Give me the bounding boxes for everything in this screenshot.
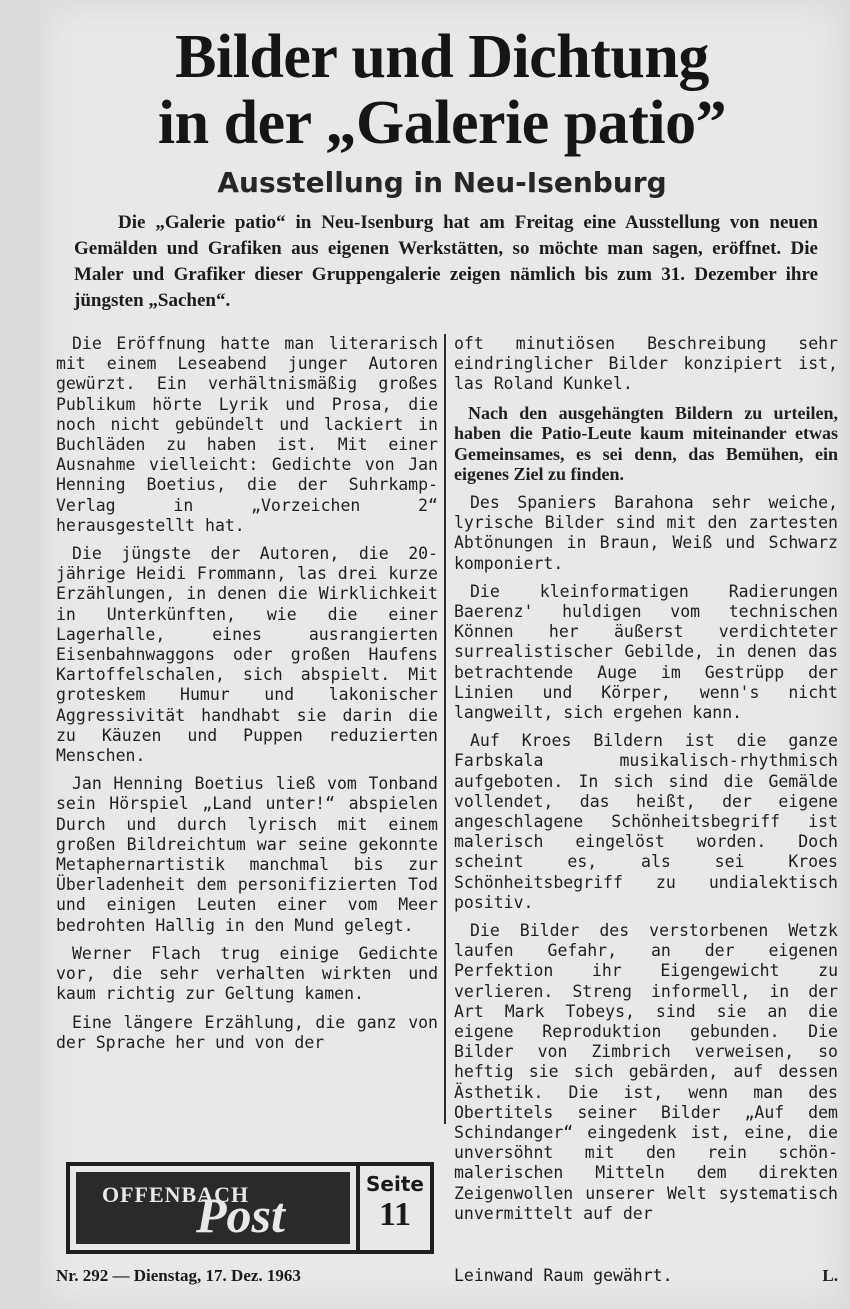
article-continuation: oft minutiösen Beschreibung sehr eindringlicher Bilder konzipiert ist, las Roland Kunkel. bbox=[454, 334, 838, 394]
article-paragraph: Die kleinformatigen Radierungen Baerenz' huldigen vom technischen Können her äußerst verdichteter surrealistischer Gebilde, in denen das betrachtende Auge im Gestrüpp der Linien und Körper, wenn's nicht langweilt, sich ergehen kann. bbox=[454, 581, 838, 723]
subheadline: Ausstellung in Neu-Isenburg bbox=[217, 166, 667, 199]
column-divider bbox=[444, 334, 446, 1124]
lead-paragraph bbox=[74, 210, 818, 314]
article-highlight-paragraph: Nach den ausgehängten Bildern zu urteilen, haben die Patio-Leute kaum miteinander etwas Gemeinsames, es sei denn, das Bemühen, ein eigenes Ziel zu finden. bbox=[454, 402, 838, 485]
page-number: 11 bbox=[378, 1196, 412, 1233]
page-number-box bbox=[356, 1162, 434, 1254]
right-column bbox=[454, 334, 838, 1232]
article-last-line bbox=[454, 1266, 838, 1286]
headline-line-1: Bilder und Dichtung bbox=[175, 23, 709, 91]
issue-dateline: Nr. 292 — Dienstag, 17. Dez. 1963 bbox=[56, 1266, 301, 1285]
article-paragraph: Werner Flach trug einige Gedichte vor, die sehr verhalten wirkten und kaum richtig zur Geltung kamen. bbox=[56, 943, 438, 1004]
article-paragraph: Auf Kroes Bildern ist die ganze Farbskala musikalisch-rhythmisch aufgeboten. In sich sind die Gemälde vollendet, das heißt, der eigene angeschlagene Schönheitsbegriff ist malerisch eingelöst worden. Doch scheint es, als sei Kroes Schönheitsbegriff zu undialektisch positiv. bbox=[454, 731, 838, 912]
left-column bbox=[56, 334, 438, 1061]
article-paragraph: Eine längere Erzählung, die ganz von der Sprache her und von der bbox=[56, 1012, 438, 1052]
article-paragraph: Die Eröffnung hatte man literarisch mit einem Leseabend junger Autoren gewürzt. Ein verhältnismäßig großes Publikum hörte Lyrik und Prosa, die noch nicht gebündelt und lackiert in Buchläden zu haben ist. Mit einer Ausnahme vielleicht: Gedichte von Jan Henning Boetius, die der Suhrkamp-Verlag in „Vorzeichen 2“ herausgestellt hat. bbox=[56, 334, 438, 535]
author-signature: L. bbox=[822, 1266, 838, 1285]
logo-city: OFFENBACH bbox=[102, 1182, 250, 1207]
logo-script: Post bbox=[196, 1187, 285, 1243]
logo-background bbox=[76, 1172, 350, 1244]
article-paragraph: Jan Henning Boetius ließ vom Tonband sein Hörspiel „Land unter!“ abspielen Durch und durch lyrisch mit einem großen Bildreichtum war seine gekonnte Metaphernartistik manchmal bis zur Überladenheit dem personifizierten Tod und einigen Leuten einer vom Meer bedrohten Hallig in den Mund gelegt. bbox=[56, 774, 438, 935]
page-label: Seite bbox=[366, 1172, 424, 1196]
newspaper-logo bbox=[66, 1162, 360, 1254]
headline-line-2: in der „Galerie patio” bbox=[157, 89, 727, 157]
article-paragraph: Die Bilder des verstorbenen Wetzk laufen Gefahr, an der eigenen Perfektion ihr Eigengewicht zu verlieren. Streng informell, in der Art Mark Tobeys, sind sie an die eigene Reproduktion gebunden. Die Bilder von Zimbrich verweisen, so heftig sie sich gebärden, auf dessen Ästhetik. Die ist, wenn man des Obertitels seiner Bilder „Auf dem Schindanger“ eingedenk ist, eine, die unversöhnt mit den rein schön-malerischen Mitteln dem direkten Zeigenwollen unserer Welt systematisch unvermittelt auf der bbox=[454, 921, 838, 1223]
last-line-text: Leinwand Raum gewährt. bbox=[454, 1266, 673, 1285]
article-paragraph: Des Spaniers Barahona sehr weiche, lyrische Bilder sind mit den zartesten Abtönungen in Braun, Weiß und Schwarz komponiert. bbox=[454, 492, 838, 573]
article-paragraph: Die jüngste der Autoren, die 20-jährige Heidi Frommann, las drei kurze Erzählungen, in denen die Wirklichkeit in Unterkünften, wie die einer Lagerhalle, eines ausrangierten Eisenbahnwaggons oder großen Haufens Kartoffelschalen, sich abspielt. Mit groteskem Humur und lakonischer Aggressivität handhabt sie darin die zu Käuzen und Puppen reduzierten Menschen. bbox=[56, 544, 438, 766]
lead-text: Die „Galerie patio“ in Neu-Isenburg hat am Freitag eine Ausstellung von neuen Gemälden und Grafiken aus eigenen Werkstätten, so möchte man sagen, eröffnet. Die Maler und Grafiker dieser Gruppengalerie zeigen nämlich bis zum 31. Dezember ihre jüngsten „Sachen“. bbox=[74, 212, 818, 311]
